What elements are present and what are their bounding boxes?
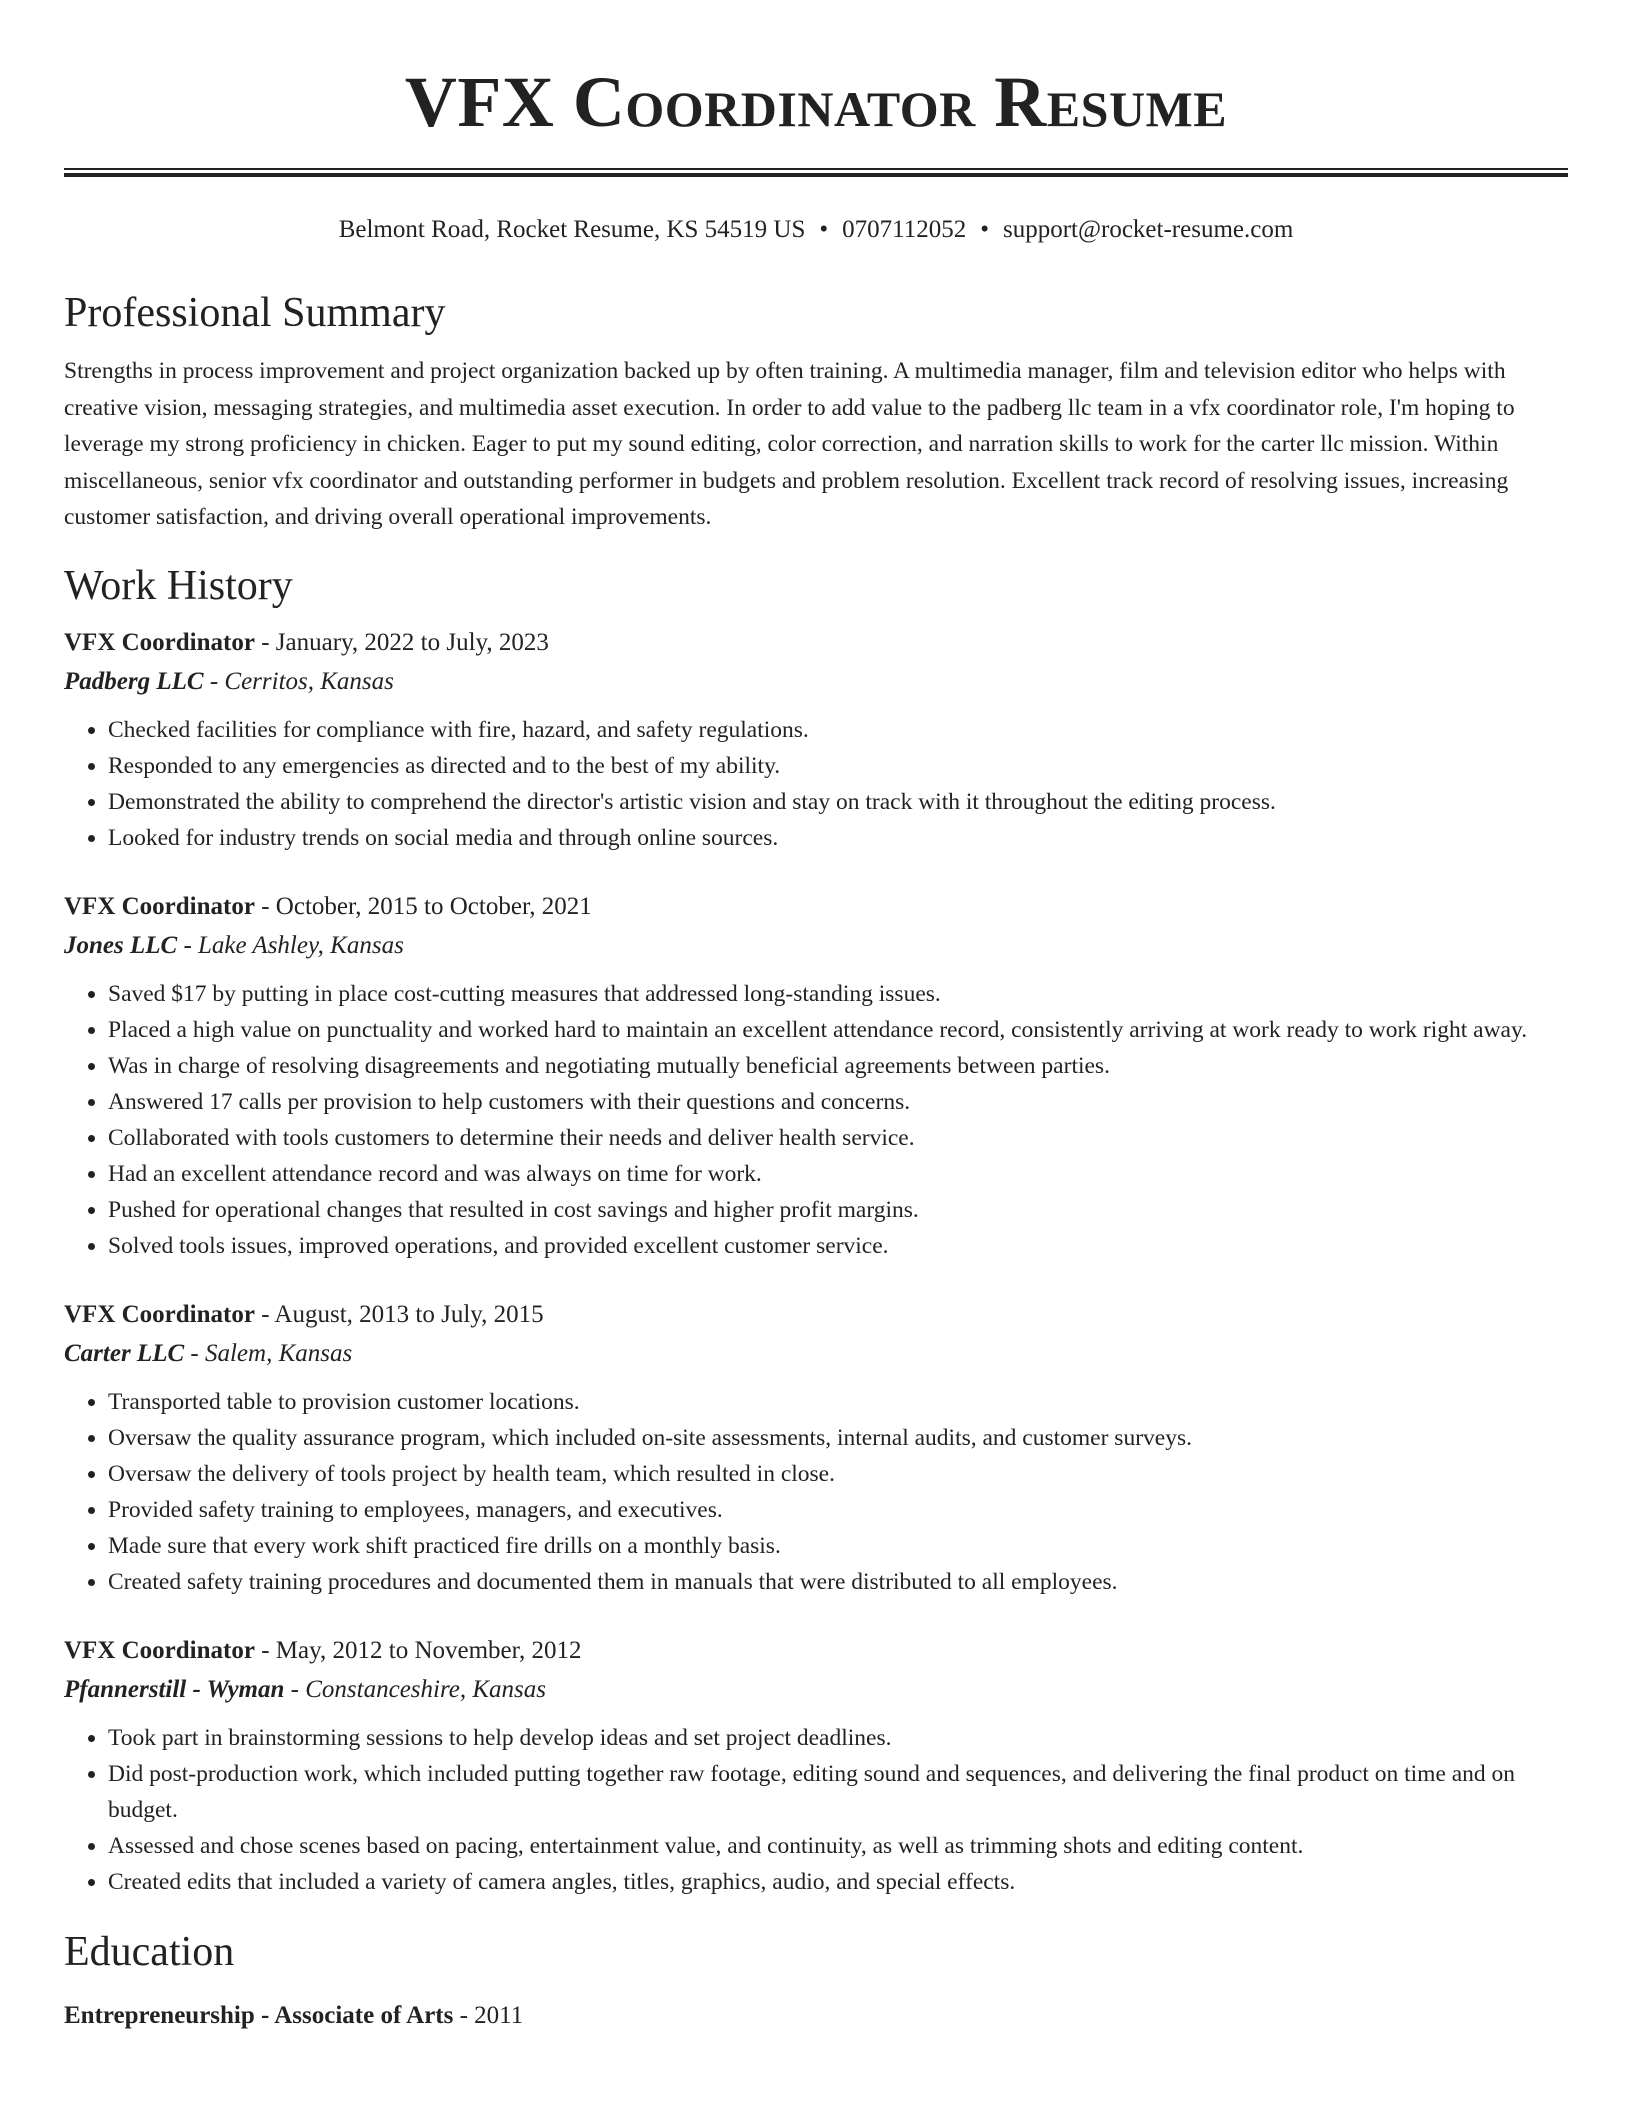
company-name: Jones LLC [64, 931, 178, 959]
company-line [64, 1334, 1568, 1374]
job-title: VFX Coordinator [64, 628, 255, 656]
education-heading: Education [64, 1928, 235, 1975]
job-bullet: • Created safety training procedures and documented them in manuals that were distributed to all employees. [108, 1564, 1568, 1600]
contact-separator: • [819, 216, 829, 243]
job-bullet: • Provided safety training to employees, managers, and executives. [108, 1492, 1568, 1528]
job-title-line [64, 1632, 1568, 1670]
company-location: - Lake Ashley, Kansas [177, 931, 404, 959]
job-bullet-list [64, 712, 1568, 856]
job-bullet: • Transported table to provision customer locations. [108, 1384, 1568, 1420]
job-entry [64, 1632, 1568, 1900]
work-history-list [64, 624, 1568, 1900]
contact-email: support@rocket-resume.com [1002, 216, 1294, 243]
job-bullet: • Saved $17 by putting in place cost-cutting measures that addressed long-standing issues. [108, 976, 1568, 1012]
company-name: Padberg LLC [64, 667, 204, 695]
company-location: - Constanceshire, Kansas [284, 1675, 546, 1703]
job-bullet: • Collaborated with tools customers to determine their needs and deliver health service. [108, 1120, 1568, 1156]
company-location: - Cerritos, Kansas [203, 667, 394, 695]
company-line [64, 662, 1568, 702]
work-history-heading: Work History [64, 562, 293, 609]
summary-heading: Professional Summary [64, 290, 446, 336]
job-title-line [64, 624, 1568, 662]
job-bullet: • Answered 17 calls per provision to help customers with their questions and concerns. [108, 1084, 1568, 1120]
job-dates: - January, 2022 to July, 2023 [254, 628, 549, 656]
job-entry [64, 888, 1568, 1264]
job-title: VFX Coordinator [64, 1300, 255, 1328]
job-bullet: • Did post-production work, which included putting together raw footage, editing sound and sequences, and delivering the final product on time and on budget. [108, 1756, 1568, 1828]
job-entry [64, 624, 1568, 856]
job-bullet-list [64, 976, 1568, 1264]
job-bullet: • Solved tools issues, improved operations, and provided excellent customer service. [108, 1228, 1568, 1264]
resume-title: VFX Coordinator Resume [404, 62, 1228, 142]
education-year: - 2011 [453, 2001, 524, 2029]
job-entry [64, 1296, 1568, 1600]
education-list [64, 1998, 1568, 2034]
company-name: Pfannerstill - Wyman [64, 1675, 285, 1703]
job-bullet: • Looked for industry trends on social media and through online sources. [108, 820, 1568, 856]
job-bullet-list [64, 1384, 1568, 1600]
contact-line [64, 213, 1568, 247]
job-bullet: • Pushed for operational changes that resulted in cost savings and higher profit margins. [108, 1192, 1568, 1228]
company-line [64, 1670, 1568, 1710]
job-bullet: • Made sure that every work shift practiced fire drills on a monthly basis. [108, 1528, 1568, 1564]
job-title-line [64, 888, 1568, 926]
job-bullet: • Was in charge of resolving disagreements and negotiating mutually beneficial agreements between parties. [108, 1048, 1568, 1084]
job-dates: - August, 2013 to July, 2015 [254, 1300, 544, 1328]
job-title: VFX Coordinator [64, 1636, 255, 1664]
contact-separator: • [980, 216, 989, 243]
company-name: Carter LLC [64, 1339, 185, 1367]
job-bullet-list [64, 1720, 1568, 1900]
job-dates: - October, 2015 to October, 2021 [254, 892, 592, 920]
job-bullet: • Created edits that included a variety of camera angles, titles, graphics, audio, and special effects. [108, 1864, 1568, 1900]
education-degree: Entrepreneurship - Associate of Arts [64, 2001, 454, 2029]
contact-address: Belmont Road, Rocket Resume, KS 54519 US [338, 216, 806, 243]
job-bullet: • Oversaw the quality assurance program, which included on-site assessments, internal audits, and customer surveys. [108, 1420, 1568, 1456]
job-bullet: • Placed a high value on punctuality and worked hard to maintain an excellent attendance record, consistently arriving at work ready to work right away. [108, 1012, 1568, 1048]
company-location: - Salem, Kansas [184, 1339, 353, 1367]
company-line [64, 926, 1568, 966]
job-bullet: • Had an excellent attendance record and was always on time for work. [108, 1156, 1568, 1192]
title-divider [64, 168, 1568, 177]
job-bullet: • Assessed and chose scenes based on pacing, entertainment value, and continuity, as well as trimming shots and editing content. [108, 1828, 1568, 1864]
job-title: VFX Coordinator [64, 892, 255, 920]
job-bullet: • Took part in brainstorming sessions to help develop ideas and set project deadlines. [108, 1720, 1568, 1756]
job-title-line [64, 1296, 1568, 1334]
contact-phone: 0707112052 [842, 216, 967, 243]
job-bullet: • Oversaw the delivery of tools project by health team, which resulted in close. [108, 1456, 1568, 1492]
job-bullet: • Demonstrated the ability to comprehend the director's artistic vision and stay on track with it throughout the editing process. [108, 784, 1568, 820]
job-bullet: • Checked facilities for compliance with fire, hazard, and safety regulations. [108, 712, 1568, 748]
education-entry [64, 1998, 1568, 2034]
job-dates: - May, 2012 to November, 2012 [254, 1636, 582, 1664]
summary-text: Strengths in process improvement and project organization backed up by often training. A multimedia manager, film and television editor who helps with creative vision, messaging strategies, and multimedia asset execution. In order to add value to the padberg llc team in a vfx coordinator role, I'm hoping to leverage my strong proficiency in chicken. Eager to put my sound editing, color correction, and narration skills to work for the carter llc mission. Within miscellaneous, senior vfx coordinator and outstanding performer in budgets and problem resolution. Excellent track record of resolving issues, increasing customer satisfaction, and driving overall operational improvements. [64, 358, 1515, 530]
job-bullet: • Responded to any emergencies as directed and to the best of my ability. [108, 748, 1568, 784]
